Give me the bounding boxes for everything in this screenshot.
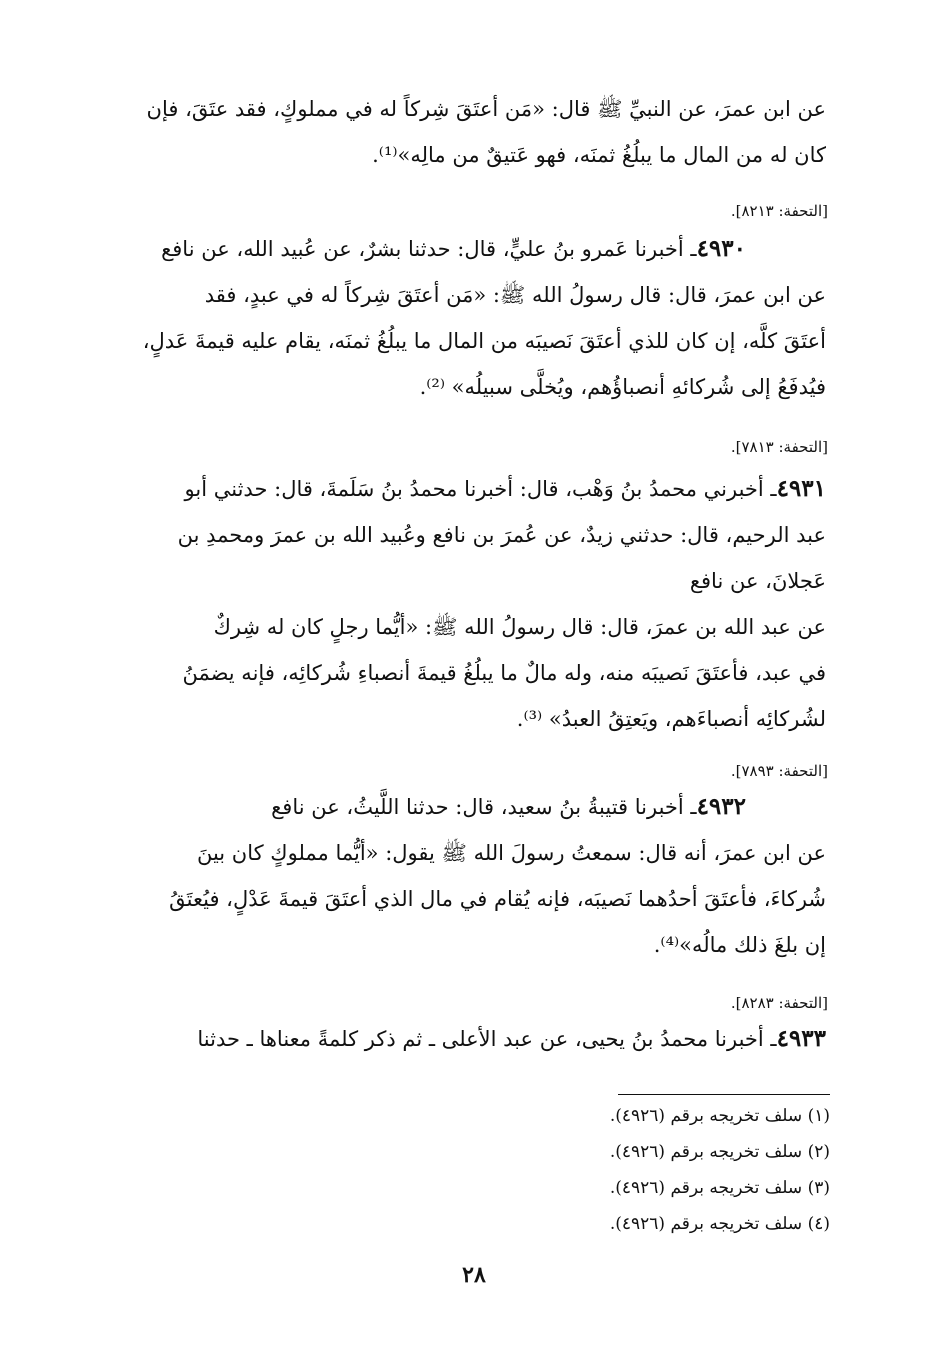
isnad-text: ـ أخبرنا قتيبةُ بنُ سعيد، قال: حدثنا اللَّيثُ، عن نافع [271,795,697,819]
text-line: أعتَقَ كلَّه، إن كان للذي أعتَقَ نَصيبَه من المال ما يبلُغُ ثمنَه، يقام عليه قيمةَ عَدلٍ، [142,329,826,353]
tuhfa-reference: [التحفة: ٧٨١٣]. [730,438,828,456]
hadith-4931 [116,466,826,742]
text-line: شُركاءَ، فأعتَقَ أحدُهما نَصيبَه، فإنه يُقام في مال الذي أعتَقَ قيمةَ عَدْلٍ، فيُعتَقُ [169,887,826,911]
text-line: عن ابن عمرَ، أنه قال: سمعتُ رسولَ الله ﷺ يقول: «أيُّما مملوكٍ كان بينَ [196,841,826,865]
hadith-number: ٤٩٣٢ [696,793,746,820]
footnote-2: (٢) سلف تخريجه برقم (٤٩٢٦). [609,1142,830,1162]
hadith-number: ٤٩٣٣ [776,1025,826,1052]
tuhfa-reference: [التحفة: ٨٢١٣]. [730,202,828,220]
tuhfa-reference: [التحفة: ٧٨٩٣]. [730,762,828,780]
footnote-4: (٤) سلف تخريجه برقم (٤٩٢٦). [609,1214,830,1234]
text-line: في عبد، فأعتَقَ نَصيبَه منه، وله مالٌ ما يبلُغُ قيمةَ أنصباءِ شُركائِه، فإنه يضمَنُ [182,661,826,685]
isnad-text: ـ أخبرني محمدُ بنُ وَهْب، قال: أخبرنا محمدُ بنُ سَلَمةَ، قال: حدثني أبو [184,477,777,501]
isnad-line [116,466,826,512]
page-number: ٢٨ [462,1262,486,1288]
isnad-text: ـ أخبرنا عَمرو بنُ عليٍّ، قال: حدثنا بشرٌ، عن عُبيد الله، عن نافع [161,237,697,261]
footnote-1: (١) سلف تخريجه برقم (٤٩٢٦). [609,1106,830,1126]
hadith-4933 [116,1016,826,1062]
hadith-4930 [116,226,826,410]
isnad-text: ـ أخبرنا محمدُ بنُ يحيى، عن عبد الأعلى ـ ثم ذكر كلمةً معناها ـ حدثنا [197,1027,777,1051]
footnote-divider [618,1094,830,1095]
text-line: عَجلانَ، عن نافع [689,569,826,593]
tuhfa-reference: [التحفة: ٨٢٨٣]. [730,994,828,1012]
text-line: لشُركائِه أنصباءَهم، ويَعتِقُ العبدُ» ⁽³⁾. [516,707,826,731]
hadith-4932 [116,784,826,968]
text-line: عن ابن عمرَ، عن النبيِّ ﷺ قال: «مَن أعتَقَ شِركاً له في مملوكٍ، فقد عتَقَ، فإن [146,97,826,121]
hadith-number: ٤٩٣٠ [696,235,746,262]
isnad-line [116,784,826,830]
isnad-line [116,1016,826,1062]
hadith-text-4929 [116,86,826,178]
text-line: عن عبد الله بن عمرَ، قال: قال رسولُ الله ﷺ: «أيُّما رجلٍ كان له شِركٌ [213,615,826,639]
text-line: فيُدفَعُ إلى شُركائهِ أنصباؤُهم، ويُخلَّى سبيلُه» ⁽²⁾. [419,375,826,399]
footnote-3: (٣) سلف تخريجه برقم (٤٩٢٦). [609,1178,830,1198]
text-line: إن بلغَ ذلك مالُه»⁽⁴⁾. [653,933,826,957]
text-line: كان له من المال ما يبلُغُ ثمنَه، فهو عَتيقٌ من مالِه»⁽¹⁾. [372,143,826,167]
text-line: عن ابن عمرَ، قال: قال رسولُ الله ﷺ: «مَن أعتَقَ شِركاً له في عبدٍ، فقد [204,283,826,307]
isnad-line [116,226,826,272]
text-line: عبد الرحيم، قال: حدثني زيدٌ، عن عُمرَ بن نافع وعُبيد الله بن عمرَ ومحمدِ بن [177,523,826,547]
hadith-number: ٤٩٣١ [776,475,826,502]
